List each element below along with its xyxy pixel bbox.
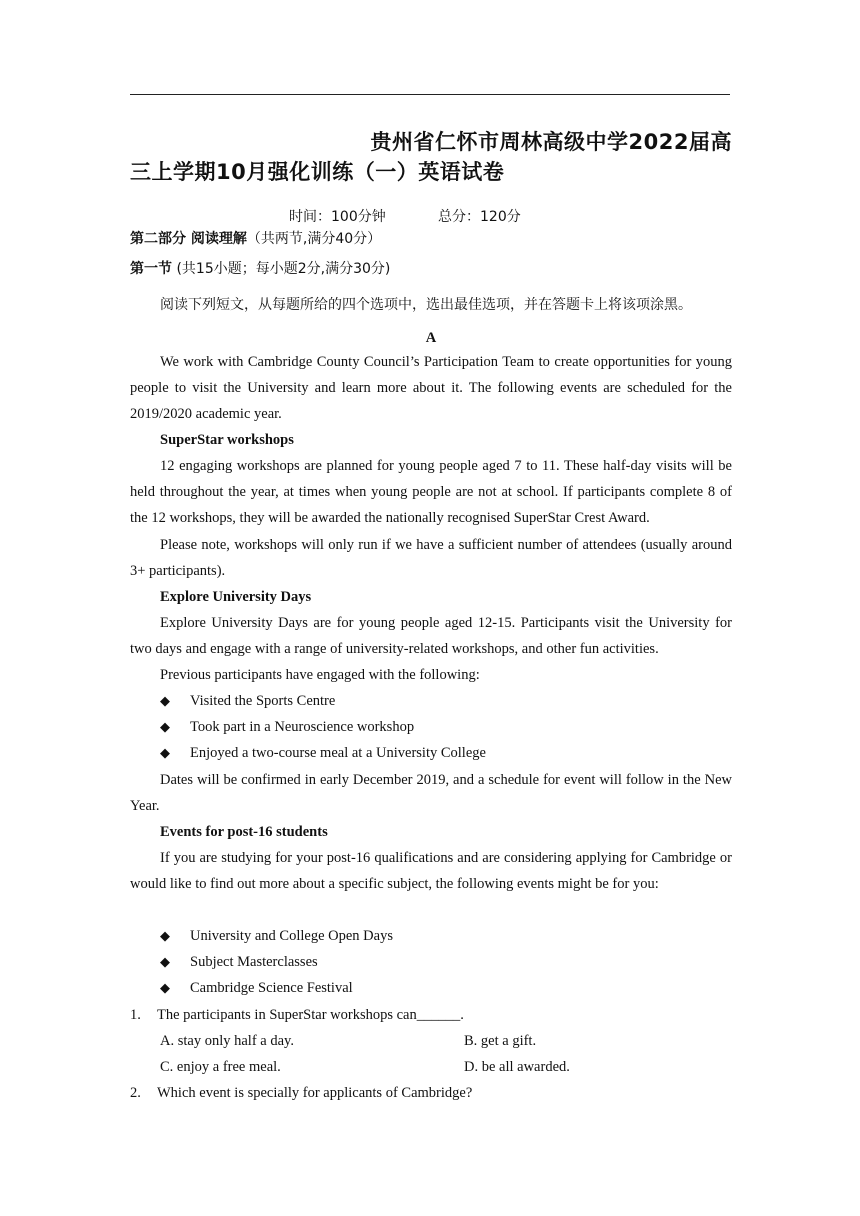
heading-explore: Explore University Days <box>160 589 312 605</box>
heading-post16: Events for post-16 students <box>160 824 328 840</box>
list-item: ◆ Subject Masterclasses <box>160 954 318 970</box>
heading-superstar: SuperStar workshops <box>160 432 294 448</box>
diamond-bullet-icon: ◆ <box>160 746 170 761</box>
section-note: (共15小题；每小题2分,满分30分) <box>172 261 391 277</box>
paragraph-superstar: 12 engaging workshops are planned for young people aged 7 to 11. These half-day visits will be held throughout the year, at times when young people are not at school. If participants complete 8 of the 12 workshops, they will be awarded the nationally recognised SuperStar Crest Award. <box>130 458 732 527</box>
list-item: ◆ Enjoyed a two-course meal at a University College <box>160 745 486 761</box>
header-rule <box>130 94 730 95</box>
section-label: 第一节 <box>130 261 172 277</box>
paragraph-note: Please note, workshops will only run if we have a sufficient number of attendees (usually around 3+ participants). <box>130 537 732 580</box>
list-item: ◆ Took part in a Neuroscience workshop <box>160 719 415 735</box>
part-label: 第二部分 阅读理解 <box>130 231 247 247</box>
exam-title-line1: 贵州省仁怀市周林高级中学2022届高 <box>370 130 732 154</box>
part-heading <box>130 228 381 248</box>
exam-total: 总分：120分 <box>438 209 521 225</box>
option-1c: C. enjoy a free meal. <box>160 1059 281 1075</box>
diamond-bullet-icon: ◆ <box>160 981 170 996</box>
paragraph-explore: Explore University Days are for young people aged 12-15. Participants visit the University for two days and engage with a range of university-related workshops, and other fun activities. <box>130 615 732 658</box>
diamond-bullet-icon: ◆ <box>160 694 170 709</box>
section-heading <box>130 258 390 278</box>
passage-letter: A <box>425 330 437 346</box>
option-1b: B. get a gift. <box>464 1033 537 1049</box>
option-1a: A. stay only half a day. <box>160 1033 294 1049</box>
question-1: 1. The participants in SuperStar workshops can______. <box>130 1007 464 1023</box>
diamond-bullet-icon: ◆ <box>160 720 170 735</box>
part-note: （共两节,满分40分） <box>246 231 382 247</box>
list-item: ◆ Cambridge Science Festival <box>160 980 353 996</box>
exam-title-line2: 三上学期10月强化训练（一）英语试卷 <box>130 160 505 184</box>
instructions: 阅读下列短文，从每题所给的四个选项中，选出最佳选项，并在答题卡上将该项涂黑。 <box>160 297 692 313</box>
list-item: ◆ Visited the Sports Centre <box>160 693 336 709</box>
diamond-bullet-icon: ◆ <box>160 955 170 970</box>
exam-time: 时间：100分钟 <box>289 209 386 225</box>
paragraph-previous: Previous participants have engaged with the following: <box>160 667 480 683</box>
option-1d: D. be all awarded. <box>464 1059 570 1075</box>
passage-intro: We work with Cambridge County Council’s Participation Team to create opportunities for young people to visit the University and learn more about it. The following events are scheduled for the 2019/2020 academic year. <box>130 354 732 423</box>
paragraph-dates: Dates will be confirmed in early December 2019, and a schedule for event will follow in the New Year. <box>130 772 732 815</box>
question-2: 2. Which event is specially for applicants of Cambridge? <box>130 1085 473 1101</box>
diamond-bullet-icon: ◆ <box>160 929 170 944</box>
list-item: ◆ University and College Open Days <box>160 928 393 944</box>
paragraph-post16: If you are studying for your post-16 qualifications and are considering applying for Cambridge or would like to find out more about a specific subject, the following events might be for you: <box>130 850 732 893</box>
